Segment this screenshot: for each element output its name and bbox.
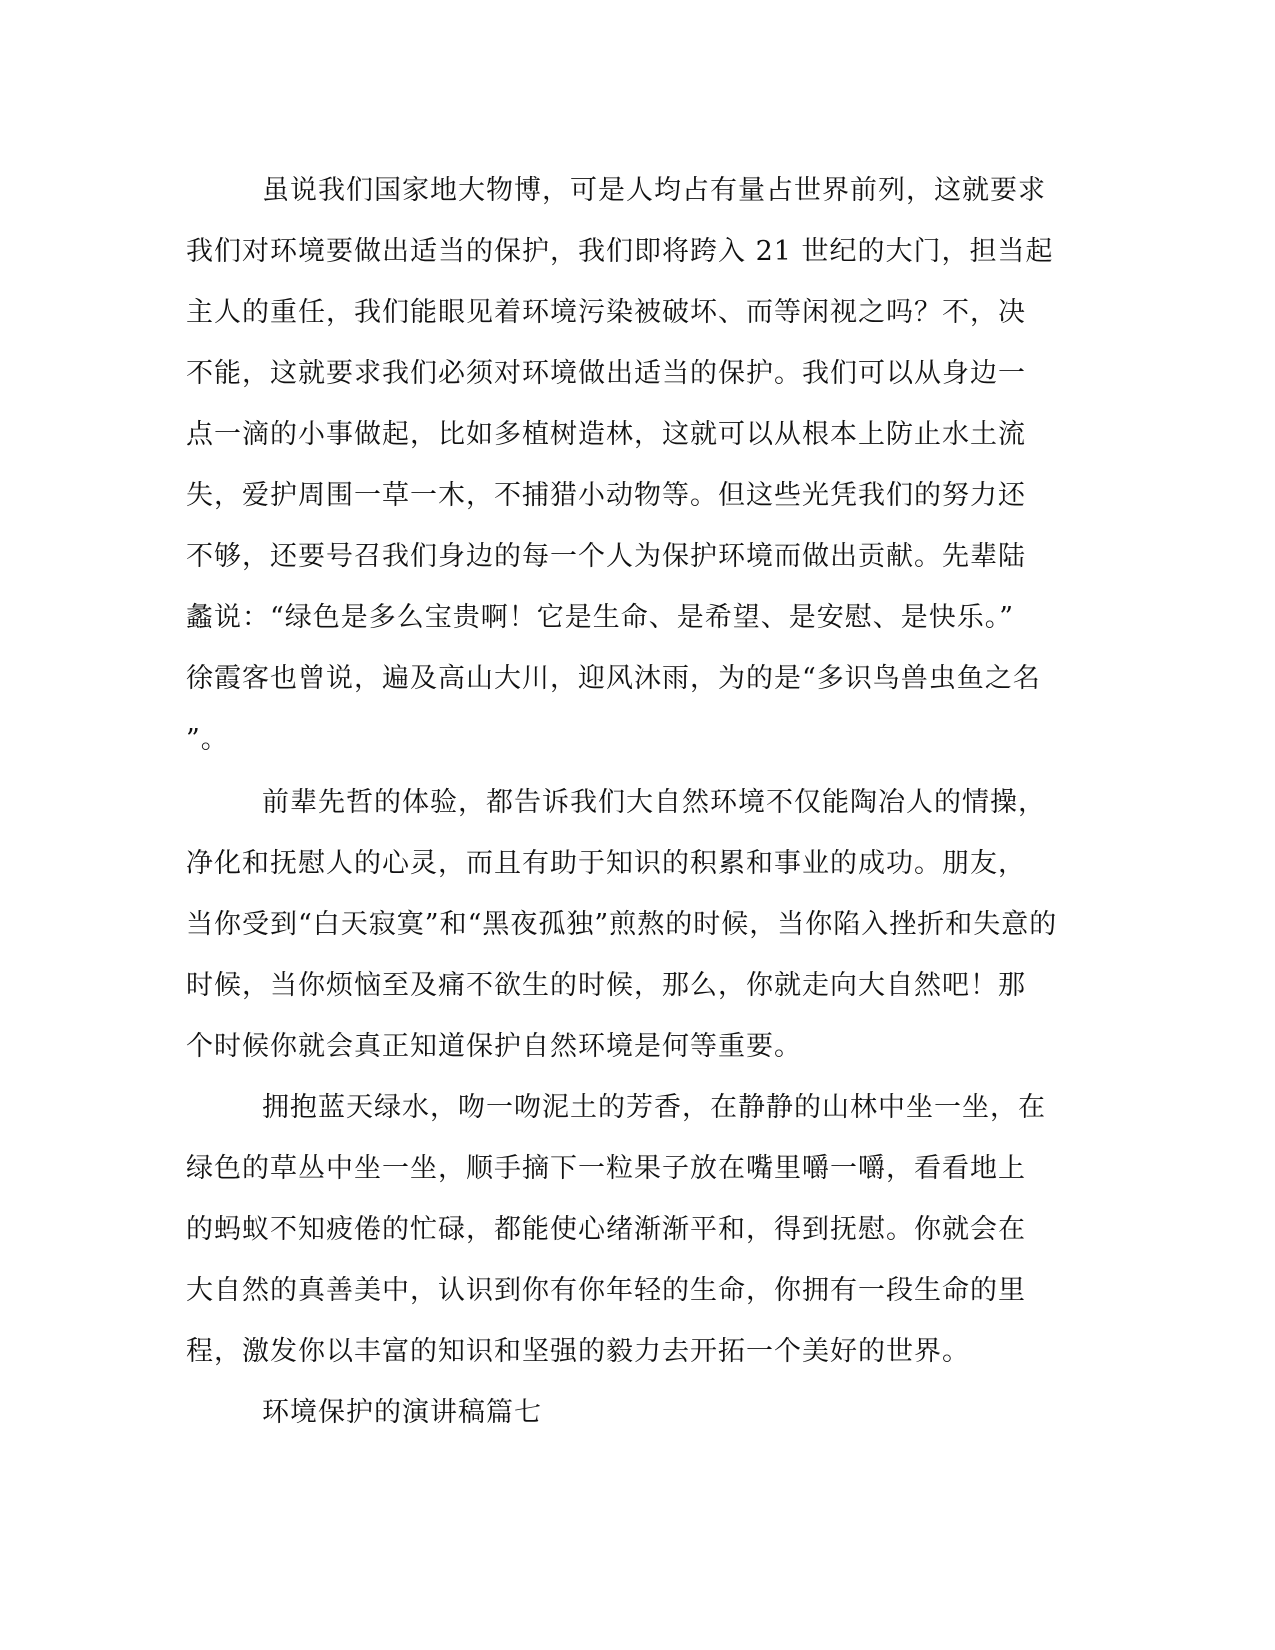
text-line: 当你受到“白天寂寞”和“黑夜孤独”煎熬的时候，当你陷入挫折和失意的 <box>186 909 1058 940</box>
heading-line: 环境保护的演讲稿篇七 <box>262 1397 542 1428</box>
section-heading <box>186 1382 1066 1443</box>
text-line: 大自然的真善美中，认识到你有你年轻的生命，你拥有一段生命的里 <box>186 1275 1026 1306</box>
text-line: 主人的重任，我们能眼见着环境污染被破坏、而等闲视之吗？不，决 <box>186 297 1026 328</box>
text-line: 我们对环境要做出适当的保护，我们即将跨入 21 世纪的大门，担当起 <box>186 236 1054 267</box>
paragraph-1 <box>186 160 1066 770</box>
text-line: 净化和抚慰人的心灵，而且有助于知识的积累和事业的成功。朋友， <box>186 848 1026 879</box>
text-line: 不够，还要号召我们身边的每一个人为保护环境而做出贡献。先辈陆 <box>186 541 1026 572</box>
paragraph-2 <box>186 772 1066 1077</box>
text-line: 前辈先哲的体验，都告诉我们大自然环境不仅能陶冶人的情操， <box>262 787 1046 818</box>
text-line: 蠡说：“绿色是多么宝贵啊！它是生命、是希望、是安慰、是快乐。” <box>186 602 1015 633</box>
text-line: 虽说我们国家地大物博，可是人均占有量占世界前列，这就要求 <box>262 175 1046 206</box>
text-line: ”。 <box>186 724 229 755</box>
text-line: 点一滴的小事做起，比如多植树造林，这就可以从根本上防止水土流 <box>186 419 1026 450</box>
text-line: 拥抱蓝天绿水，吻一吻泥土的芳香，在静静的山林中坐一坐，在 <box>262 1092 1046 1123</box>
text-line: 不能，这就要求我们必须对环境做出适当的保护。我们可以从身边一 <box>186 358 1026 389</box>
text-line: 时候，当你烦恼至及痛不欲生的时候，那么，你就走向大自然吧！那 <box>186 970 1026 1001</box>
text-line: 失，爱护周围一草一木，不捕猎小动物等。但这些光凭我们的努力还 <box>186 480 1026 511</box>
text-line: 的蚂蚁不知疲倦的忙碌，都能使心绪渐渐平和，得到抚慰。你就会在 <box>186 1214 1026 1245</box>
text-line: 徐霞客也曾说，遍及高山大川，迎风沐雨，为的是“多识鸟兽虫鱼之名 <box>186 663 1041 694</box>
paragraph-3 <box>186 1077 1066 1382</box>
text-line: 绿色的草丛中坐一坐，顺手摘下一粒果子放在嘴里嚼一嚼，看看地上 <box>186 1153 1026 1184</box>
text-line: 个时候你就会真正知道保护自然环境是何等重要。 <box>186 1031 802 1062</box>
text-line: 程，激发你以丰富的知识和坚强的毅力去开拓一个美好的世界。 <box>186 1336 970 1367</box>
document-body <box>186 160 1066 1443</box>
